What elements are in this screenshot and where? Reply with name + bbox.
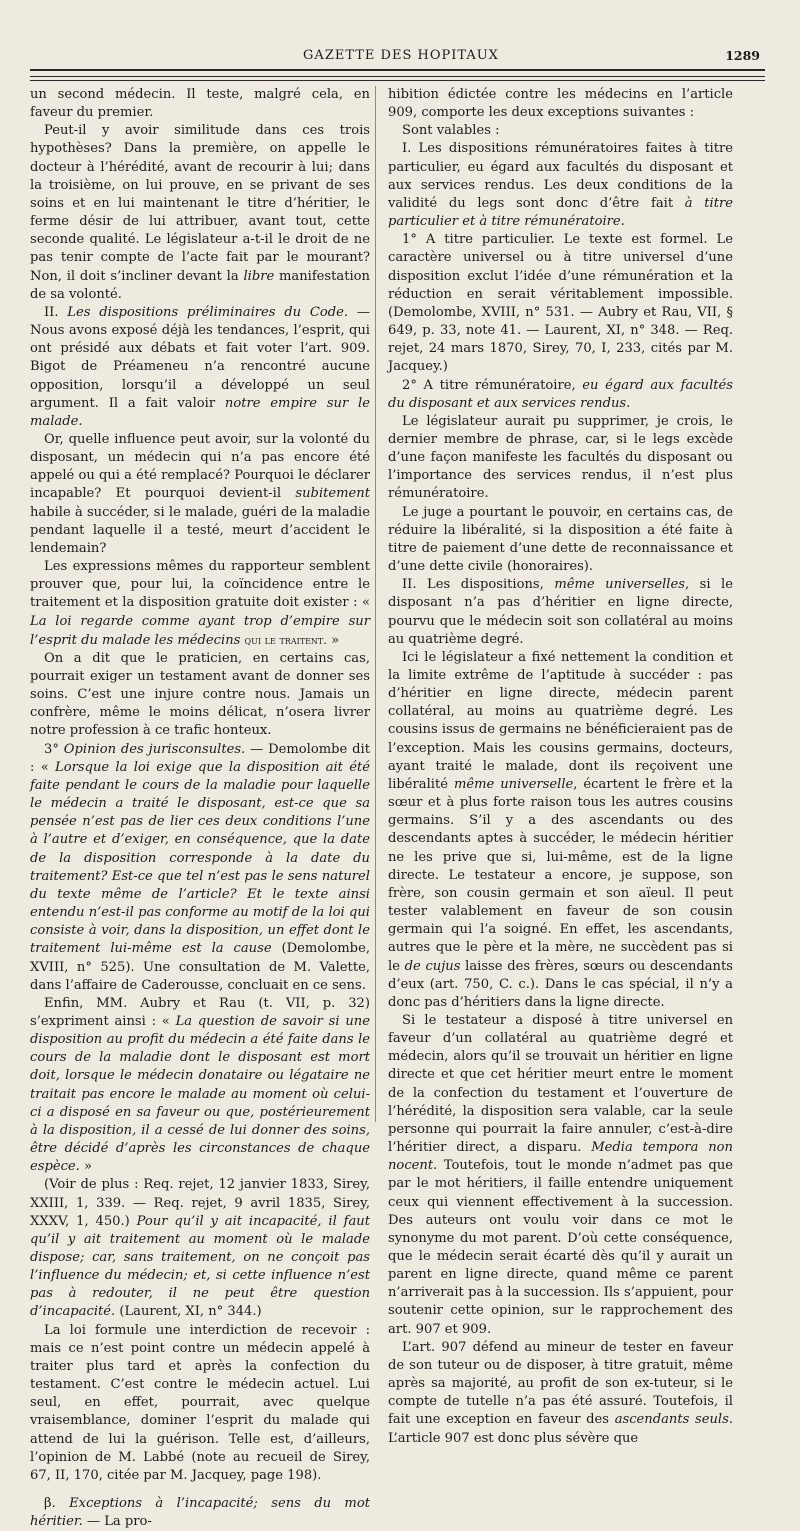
text-run: » [79, 1159, 93, 1175]
text-run: — Nous avons exposé déjà les tendances, l’esprit, qui ont présidé aux débats et fait voter l’art. 909. Bigot de Préameneu n’a rencontré aucune opposition, lorsqu’il a développé un seul argument. Il a fait valoir [30, 304, 370, 411]
text-run: laisse des frères, sœurs ou descendants d’eux (art. 750, C. c.). Dans le cas spécial, il n’y a donc pas d’héritiers dans la ligne directe. [388, 958, 733, 1010]
text-run: I. Les dispositions rémunératoires faites à titre particulier, eu égard aux facultés du disposant et aux services rendus. Les deux conditions de la validité du legs sont donc d’être fait [388, 141, 733, 211]
text-run: Ici le législateur a fixé nettement la condition et la limite extrême de l’aptitude à succéder : pas d’héritier en ligne directe, médecin parent collatéral, au moins au quatrième degré. Les cousins issus de germains ne bénéficieraient pas de l’exception. Mais les cousins germains, docteurs, ayant traité le malade, dont ils reçoivent une libéralité [388, 649, 733, 792]
text-run: Pour qu’il y ait incapacité, il faut qu’il y ait traitement au moment où le malade dispose; car, sans traitement, on ne conçoit pas l’influence du médecin; et, si cette influence n’est pas à redouter, il ne peut être question d’incapacité. [30, 1213, 370, 1320]
text-run: 3° [44, 741, 64, 757]
right-text-column [388, 86, 733, 1448]
text-run: Peut-il y avoir similitude dans ces trois hypothèses? Dans la première, on appelle le docteur à l’hérédité, avant de recourir à lui; dans la troisième, on lui prouve, en se privant de ses soins et en lui maintenant le titre d’héritier, le ferme désir de lui attribuer, avant tout, cette seconde qualité. Le législateur a-t-il le droit de ne pas tenir compte de l’acte fait par le mourant? Non, il doit s’incliner devant la [30, 123, 370, 284]
paragraph [30, 650, 370, 741]
text-run: de cujus [404, 958, 461, 974]
text-run: β. [44, 1496, 70, 1512]
paragraph [30, 741, 370, 995]
text-run: II. [44, 304, 68, 320]
text-run: II. Les dispositions, [402, 577, 555, 593]
text-run: un second médecin. Il teste, malgré cela, en faveur du premier. [30, 87, 370, 121]
text-run: même universelles [554, 577, 685, 593]
text-run: 1° A titre particulier. Le texte est formel. Le caractère universel ou à titre universel d’une disposition exclut l’idée d’une rémunération et la réduction en serait véritablement impossible. (Demolombe, XVIII, n° 531. — Aubry et Rau, VII, § 649, p. 33, note 41. — Laurent, XI, n° 348. — Req. rejet, 24 mars 1870, Sirey, 70, I, 233, cités par M. Jacquey.) [388, 232, 733, 375]
text-run: Lorsque la loi exige que la disposition ait été faite pendant le cours de la maladie pour laquelle le médecin a traité le disposant, est-ce que sa pensée n’est pas de lier ces deux conditions l’une à l’autre et d’exiger, en conséquence, que la date de la disposition corresponde à la date du traitement? Est-ce que tel n’est pas le sens naturel du texte même de l’article? Et le texte ainsi entendu n’est-il pas conforme au motif de la loi qui consiste à voir, dans la disposition, un effet dont le traitement lui-même est la cause [30, 759, 370, 957]
paragraph [30, 558, 370, 650]
text-run: Les dispositions préliminaires du Code. [67, 304, 349, 320]
paragraph [30, 1176, 370, 1321]
text-run: (Voir de plus : Req. rejet, 12 janvier 1833, Sirey, XXIII, 1, 339. — Req. rejet, 9 avril 1835, Sirey, XXXV, 1, 450.) [30, 1177, 370, 1229]
paragraph [30, 431, 370, 558]
text-run: . L’article 907 est donc plus sévère que [388, 1412, 733, 1446]
left-text-column [30, 86, 370, 1531]
header-thin-rule [30, 80, 765, 81]
text-run: eu égard aux facultés du disposant et aux services rendus. [388, 377, 733, 411]
text-run: habile à succéder, si le malade, guéri de la maladie pendant laquelle il a testé, meurt d’accident le lendemain? [30, 504, 370, 556]
text-run: ascendants seuls [614, 1412, 729, 1428]
text-run: Le juge a pourtant le pouvoir, en certains cas, de réduire la libéralité, si la disposition a été faite à titre de paiement d’une dette de reconnaissance et d’une dette civile (honoraires). [388, 504, 733, 575]
text-run: Toutefois, tout le monde n’admet pas que par le mot héritiers, il faille entendre uniquement ceux qui viennent effectivement à la succession. Des auteurs ont voulu voir dans ce mot le synonyme du mot parent. D’où cette conséquence, que le médecin serait écarté dès qu’il y aurait un parent en ligne directe, quand même ce parent n’arriverait pas à la succession. Ils s’appuient, pour soutenir cette opinion, sur le rapprochement des art. 907 et 909. [388, 1158, 733, 1337]
text-run: » [326, 632, 340, 648]
paragraph [388, 576, 733, 649]
paragraph [388, 86, 733, 122]
text-run: La loi regarde comme ayant trop d’empire sur l’esprit du malade les médecins [30, 613, 370, 648]
text-run: manifestation de sa volonté. [30, 268, 370, 302]
text-run: hibition édictée contre les médecins en l’article 909, comporte les deux exceptions suivantes : [388, 87, 733, 121]
text-run: Sont valables : [402, 123, 500, 139]
text-run: libre [243, 268, 275, 284]
text-run: même universelle [453, 776, 574, 792]
paragraph [388, 231, 733, 376]
text-run: 2° A titre rémunératoire, [402, 377, 583, 393]
text-run: On a dit que le praticien, en certains cas, pourrait exiger un testament avant de donner ses soins. C’est une injure contre nous. Jamais un confrère, même le moins délicat, n’osera livrer notre profession à ce trafic honteux. [30, 650, 370, 739]
text-run: Si le testateur a disposé à titre universel en faveur d’un collatéral au quatrième degré et médecin, alors qu’il se trouvait un héritier en ligne directe et que cet héritier meurt entre le moment de la confection du testament et l’ouverture de l’hérédité, la disposition sera valable, car la seule personne qui pourrait la faire annuler, c’est-à-dire l’héritier direct, a disparu. [388, 1012, 733, 1156]
text-run: à titre particulier et à titre rémunératoire. [388, 195, 733, 230]
publication-title: GAZETTE DES HOPITAUX [303, 48, 499, 63]
text-run: Exceptions à l’incapacité; sens du mot héritier. [30, 1496, 370, 1530]
column-divider [375, 86, 376, 1122]
text-run: (Demolombe, XVIII, n° 525). Une consultation de M. Valette, dans l’affaire de Caderousse, concluait en ce sens. [30, 941, 370, 993]
text-run: Le législateur aurait pu supprimer, je crois, le dernier membre de phrase, car, si le legs excède d’une façon manifeste les facultés du disposant ou l’importance des services rendus, il n’est plus rémunératoire. [388, 413, 733, 502]
text-run: Or, quelle influence peut avoir, sur la volonté du disposant, un médecin qui n’a pas encore été appelé ou qui a été remplacé? Pourquoi le déclarer incapable? Et pourquoi devient-il [30, 431, 370, 502]
paragraph [388, 140, 733, 231]
paragraph [388, 649, 733, 1012]
paragraph [388, 1339, 733, 1448]
paragraph [30, 995, 370, 1177]
text-run: Les expressions mêmes du rapporteur semblent prouver que, pour lui, la coïncidence entre le traitement et la disposition gratuite doit exister : « [30, 559, 370, 611]
paragraph [30, 86, 370, 122]
text-run: La loi formule une interdiction de recevoir : mais ce n’est point contre un médecin appelé à traiter plus tard et après la confection du testament. C’est contre le médecin actuel. Lui seul, en effet, pourrait, avec quelque vraisemblance, dominer l’esprit du malade qui attend de lui la guérison. Telle est, d’ailleurs, l’opinion de M. Labbé (note au recueil de Sirey, 67, II, 170, citée par M. Jacquey, page 198). [30, 1322, 370, 1483]
paragraph [388, 377, 733, 413]
paragraph [388, 413, 733, 504]
paragraph [388, 122, 733, 140]
text-run: — Demolombe dit : « [30, 741, 370, 775]
text-run: , si le disposant n’a pas d’héritier en ligne directe, pourvu que le médecin soit son collatéral au moins au quatrième degré. [388, 577, 733, 647]
paragraph [30, 1322, 370, 1485]
text-run: Enfin, MM. Aubry et Rau (t. VII, p. 32) s’expriment ainsi : « [30, 995, 370, 1029]
paragraph [30, 304, 370, 431]
page-header [36, 48, 766, 66]
text-run: L’art. 907 défend au mineur de tester en faveur de son tuteur ou de disposer, à titre gratuit, même après sa majorité, au profit de son ex-tuteur, si le compte de tutelle n’a pas été assuré. Toutefois, il fait une exception en faveur des [388, 1339, 733, 1428]
text-run: La question de savoir si une disposition au profit du médecin a été faite dans le cours de la maladie dont le disposant est mort doit, lorsque le médecin donataire ou légataire ne traitait pas encore le malade au moment où celui-ci a disposé en sa faveur ou que, postérieurement à la disposition, il a cessé de lui donner des soins, être décidé d’après les circonstances de chaque espèce. [30, 1013, 370, 1175]
text-run: — La pro- [82, 1514, 152, 1530]
paragraph [388, 1012, 733, 1339]
text-run: qui le traitent. [244, 632, 327, 647]
text-run: notre empire sur le malade. [30, 395, 370, 429]
text-run: , écartent le frère et la sœur et à plus forte raison tous les autres cousins germains. S’il y a des ascendants ou des descendants aptes à succéder, le médecin héritier ne les prive que si, lui-même, est de la ligne directe. Le testateur a encore, je suppose, son frère, son cousin germain et son aïeul. Il peut tester valablement en faveur de son cousin germain qui l’a soigné. En effet, les ascendants, autres que le père et la mère, ne succèdent pas si le [388, 776, 733, 974]
header-double-rule [30, 69, 765, 77]
paragraph [30, 122, 370, 304]
page-number: 1289 [725, 48, 760, 63]
paragraph [30, 1495, 370, 1531]
text-run: Media tempora non nocent. [388, 1140, 733, 1174]
text-run: Opinion des jurisconsultes. [63, 741, 246, 757]
text-run: (Laurent, XI, n° 344.) [115, 1304, 262, 1320]
paragraph [388, 504, 733, 577]
text-run: subitement [295, 486, 370, 502]
